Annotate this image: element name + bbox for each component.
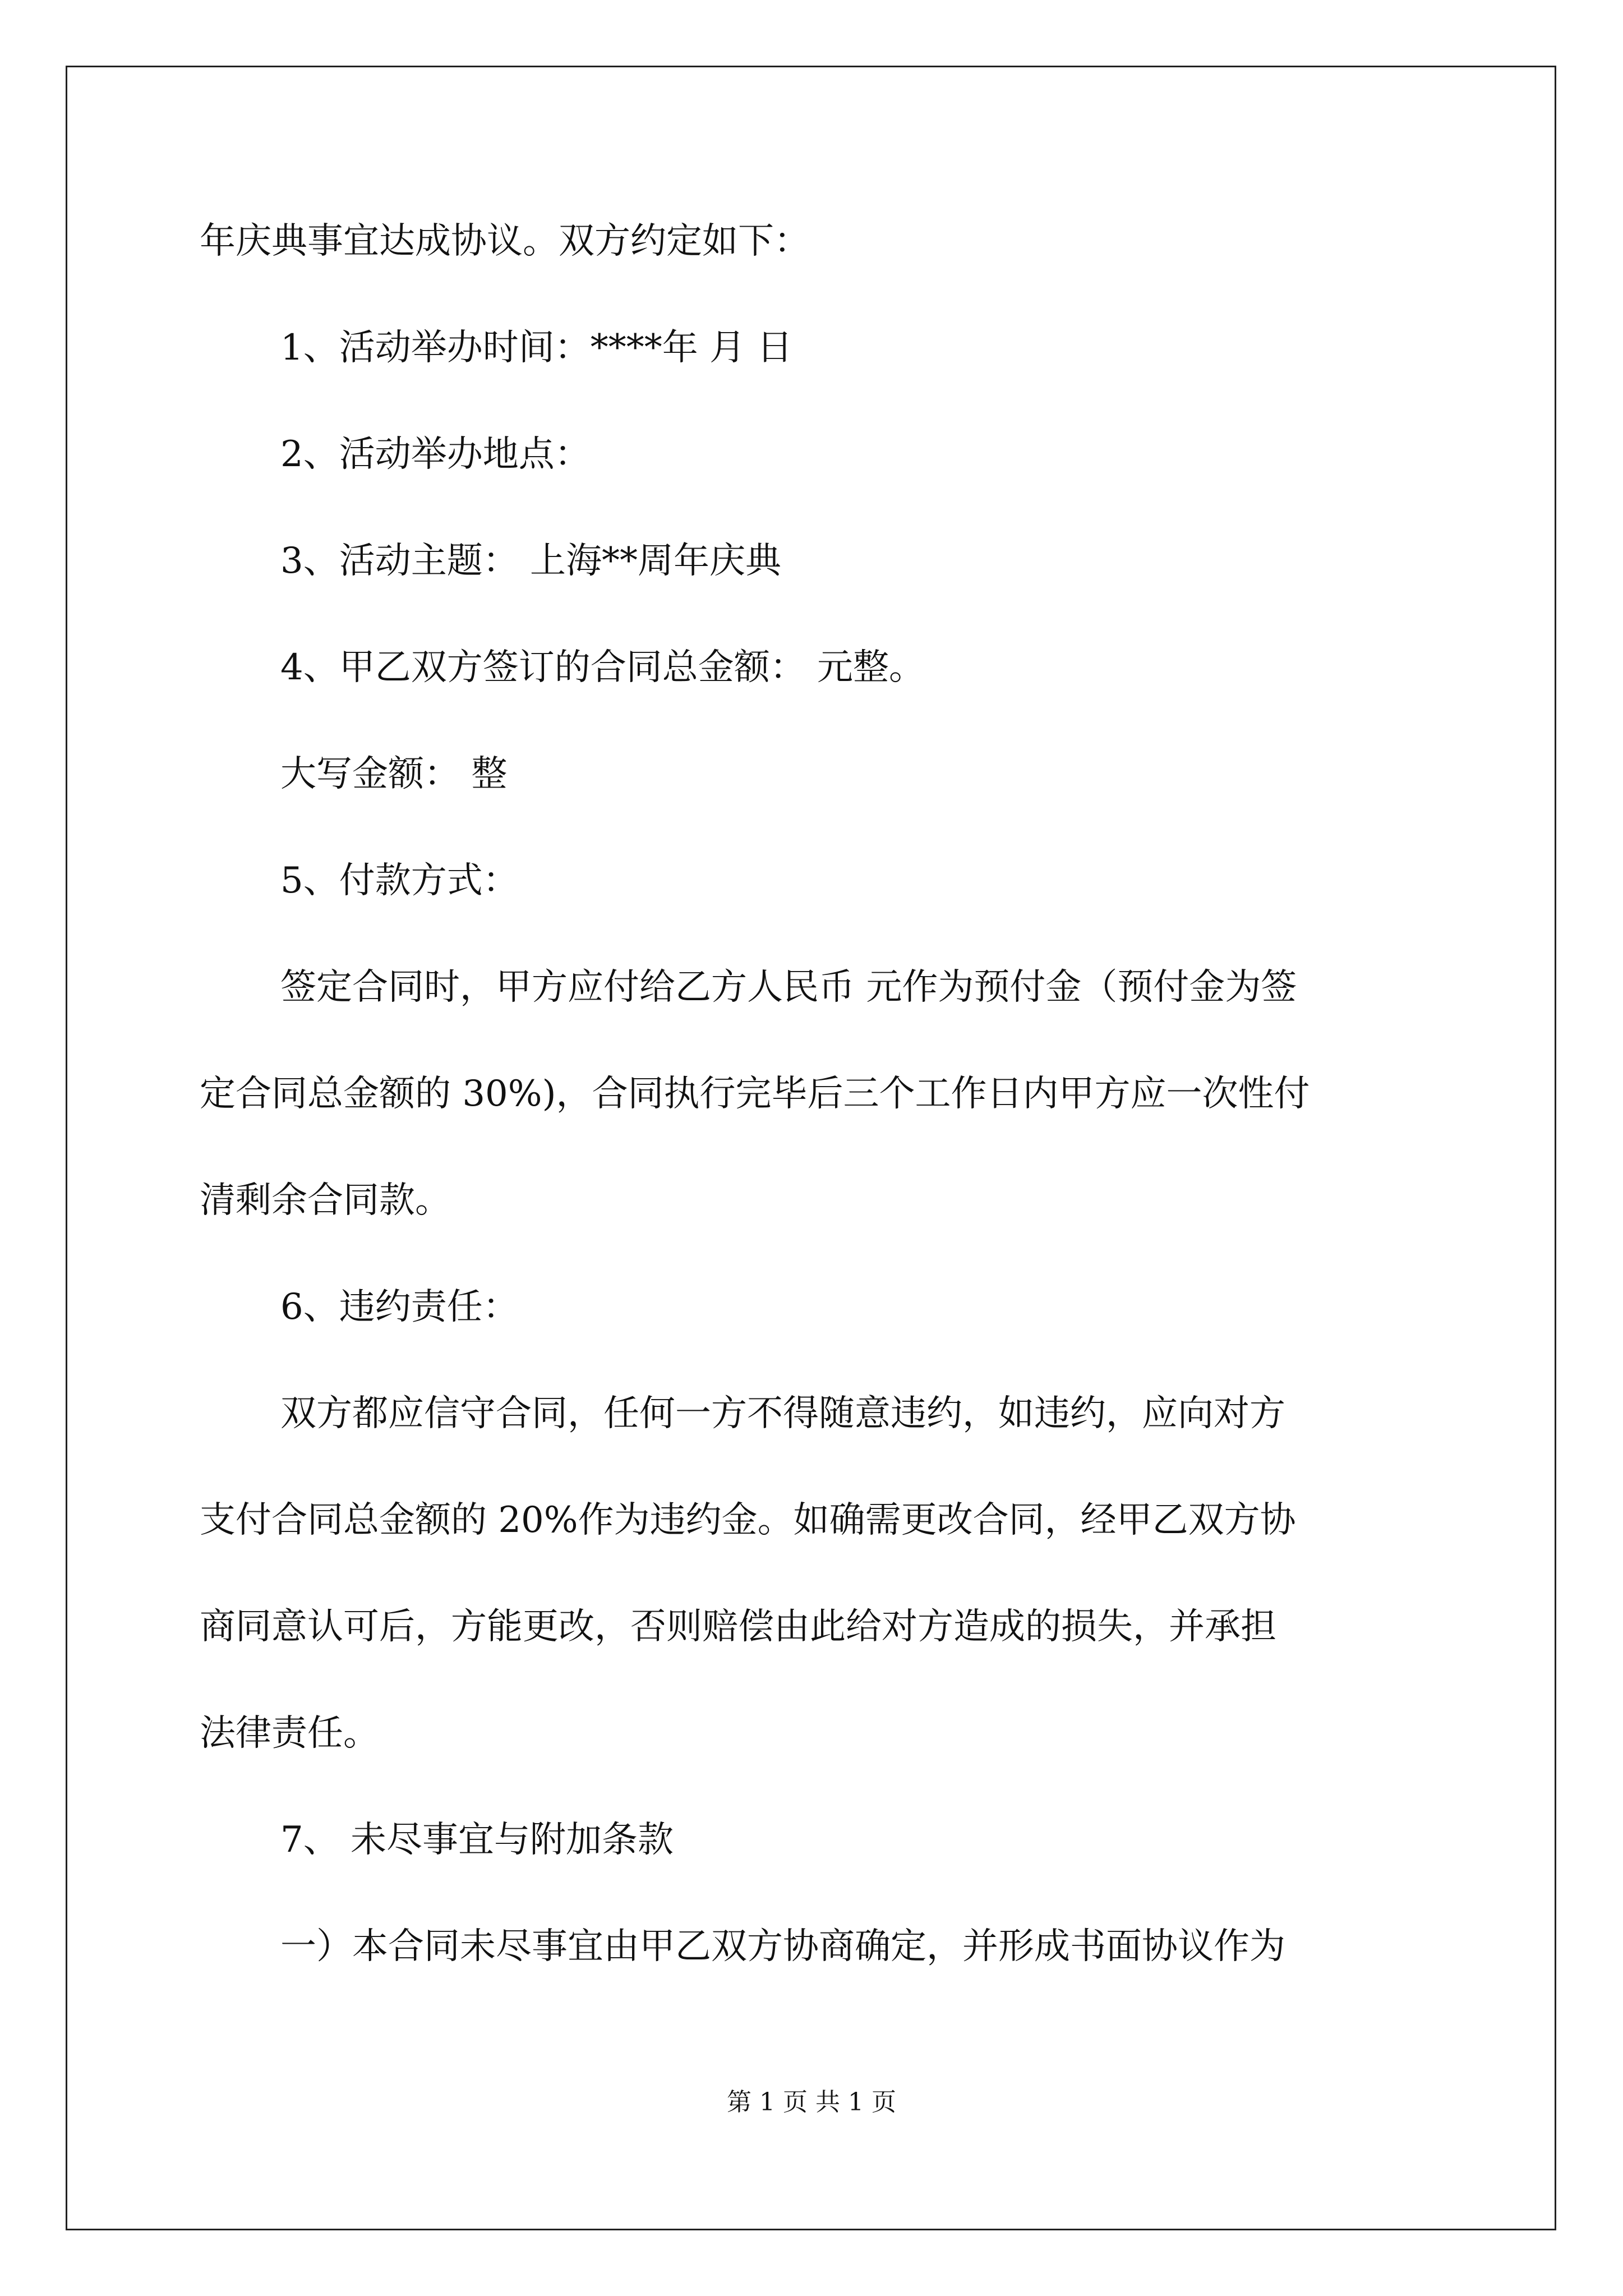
text-line: 5、付款方式：	[280, 860, 519, 901]
text-line: 签定合同时，甲方应付给乙方人民币 元作为预付金（预付金为签	[280, 967, 1297, 1008]
text-line: 商同意认可后，方能更改，否则赔偿由此给对方造成的损失，并承担	[200, 1606, 1276, 1648]
text-line: 3、活动主题： 上海**周年庆典	[280, 540, 782, 582]
text-line: 一）本合同未尽事宜由甲乙双方协商确定，并形成书面协议作为	[280, 1926, 1285, 1967]
page-frame	[66, 66, 1556, 2230]
text-line: 2、活动举办地点：	[280, 434, 591, 475]
text-line: 定合同总金额的 30%)，合同执行完毕后三个工作日内甲方应一次性付	[200, 1073, 1310, 1115]
text-line: 6、违约责任：	[280, 1286, 519, 1328]
text-line: 双方都应信守合同，任何一方不得随意违约，如违约，应向对方	[280, 1393, 1285, 1434]
text-line: 清剩余合同款。	[200, 1180, 451, 1221]
text-line: 年庆典事宜达成协议。双方约定如下：	[200, 220, 810, 262]
text-line: 1、活动举办时间：****年 月 日	[280, 327, 793, 369]
page-footer: 第 1 页 共 1 页	[727, 2088, 896, 2116]
text-line: 7、 未尽事宜与附加条款	[280, 1819, 674, 1861]
text-line: 支付合同总金额的 20%作为违约金。如确需更改合同，经甲乙双方协	[200, 1499, 1296, 1541]
text-line: 大写金额： 整	[280, 753, 508, 795]
text-line: 4、甲乙双方签订的合同总金额： 元整。	[280, 647, 925, 688]
text-line: 法律责任。	[200, 1713, 379, 1754]
